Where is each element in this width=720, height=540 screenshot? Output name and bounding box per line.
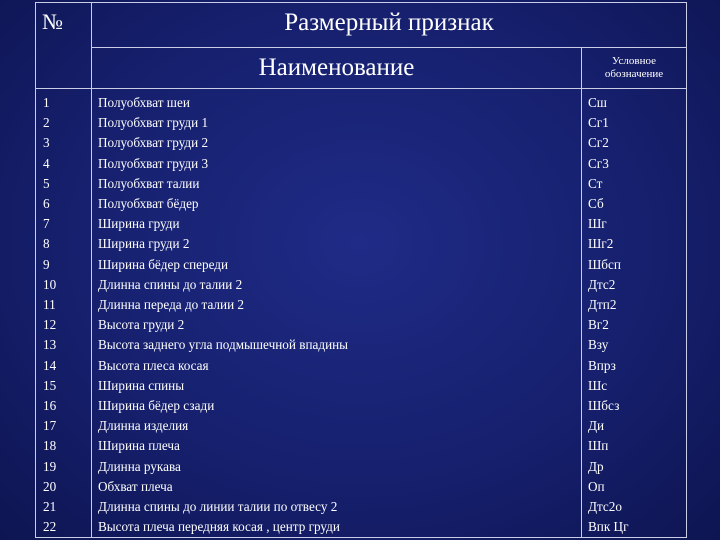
row-number: 2 bbox=[43, 115, 50, 131]
row-number: 17 bbox=[43, 418, 57, 434]
row-name: Высота плеча передняя косая , центр груди bbox=[98, 519, 340, 535]
row-name: Полуобхват бёдер bbox=[98, 196, 199, 212]
row-name: Высота заднего угла подмышечной впадины bbox=[98, 337, 349, 353]
row-number: 12 bbox=[43, 317, 57, 333]
row-name: Ширина спины bbox=[98, 377, 185, 393]
row-number: 3 bbox=[43, 135, 50, 151]
row-code: Сш bbox=[588, 95, 607, 110]
row-name: Ширина груди bbox=[98, 216, 180, 232]
row-code: Впк Цг bbox=[588, 519, 629, 535]
row-code: Шг bbox=[588, 216, 607, 232]
row-name: Длинна переда до талии 2 bbox=[98, 297, 245, 313]
row-name: Ширина груди 2 bbox=[98, 236, 190, 252]
row-code: Оп bbox=[588, 478, 605, 494]
header-code-line-1: Условное bbox=[612, 55, 656, 67]
row-name: Полуобхват талии bbox=[98, 175, 200, 191]
number-column bbox=[36, 89, 92, 538]
row-number: 13 bbox=[43, 337, 57, 353]
row-number: 20 bbox=[43, 478, 57, 494]
code-column bbox=[582, 89, 687, 538]
row-code: Дтс2о bbox=[588, 499, 622, 515]
row-code: Др bbox=[588, 458, 604, 474]
row-code: Шбсз bbox=[588, 398, 620, 414]
row-number: 7 bbox=[43, 216, 50, 232]
row-number: 21 bbox=[43, 499, 57, 515]
row-name: Длинна изделия bbox=[98, 418, 189, 434]
row-name: Ширина бёдер спереди bbox=[98, 256, 229, 272]
size-attributes-table bbox=[35, 2, 687, 538]
row-code: Ст bbox=[588, 175, 603, 191]
row-name: Ширина бёдер сзади bbox=[98, 398, 215, 414]
header-code bbox=[582, 48, 687, 89]
row-number: 19 bbox=[43, 458, 57, 474]
header-size-attribute: Размерный признак bbox=[92, 3, 687, 48]
row-name: Высота плеса косая bbox=[98, 357, 209, 373]
row-name: Ширина плеча bbox=[98, 438, 180, 454]
row-name: Длинна спины до линии талии по отвесу 2 bbox=[98, 499, 338, 515]
row-name: Полуобхват груди 2 bbox=[98, 135, 209, 151]
row-code: Сг3 bbox=[588, 155, 609, 171]
row-code: Вг2 bbox=[588, 317, 609, 333]
row-code: Сг2 bbox=[588, 135, 609, 151]
row-code: Ди bbox=[588, 418, 605, 434]
row-name: Высота груди 2 bbox=[98, 317, 185, 333]
row-code: Шп bbox=[588, 438, 609, 454]
row-number: 11 bbox=[43, 297, 56, 313]
row-code: Шг2 bbox=[588, 236, 614, 252]
row-name: Полуобхват груди 1 bbox=[98, 115, 209, 131]
row-number: 10 bbox=[43, 276, 57, 292]
row-number: 18 bbox=[43, 438, 57, 454]
row-name: Длинна спины до талии 2 bbox=[98, 276, 243, 292]
header-code-line-2: обозначение bbox=[604, 68, 664, 80]
row-number: 22 bbox=[43, 519, 57, 535]
row-code: Сб bbox=[588, 196, 604, 212]
row-number: 14 bbox=[43, 357, 57, 373]
row-name: Полуобхват шеи bbox=[98, 95, 190, 110]
row-number: 6 bbox=[43, 196, 50, 212]
row-number: 4 bbox=[43, 155, 50, 171]
row-code: Дтс2 bbox=[588, 276, 616, 292]
row-code: Сг1 bbox=[588, 115, 609, 131]
row-code: Впрз bbox=[588, 357, 616, 373]
header-name: Наименование bbox=[92, 48, 582, 89]
row-name: Полуобхват груди 3 bbox=[98, 155, 209, 171]
row-name: Длинна рукава bbox=[98, 458, 181, 474]
row-code: Дтп2 bbox=[588, 297, 617, 313]
header-number: № bbox=[36, 3, 92, 89]
row-code: Шс bbox=[588, 377, 608, 393]
row-code: Взу bbox=[588, 337, 609, 353]
row-number: 15 bbox=[43, 377, 57, 393]
row-number: 8 bbox=[43, 236, 50, 252]
row-number: 1 bbox=[43, 95, 50, 110]
row-number: 9 bbox=[43, 256, 50, 272]
row-code: Шбсп bbox=[588, 256, 621, 272]
name-column bbox=[92, 89, 582, 538]
row-number: 16 bbox=[43, 398, 57, 414]
row-name: Обхват плеча bbox=[98, 478, 173, 494]
row-number: 5 bbox=[43, 175, 50, 191]
